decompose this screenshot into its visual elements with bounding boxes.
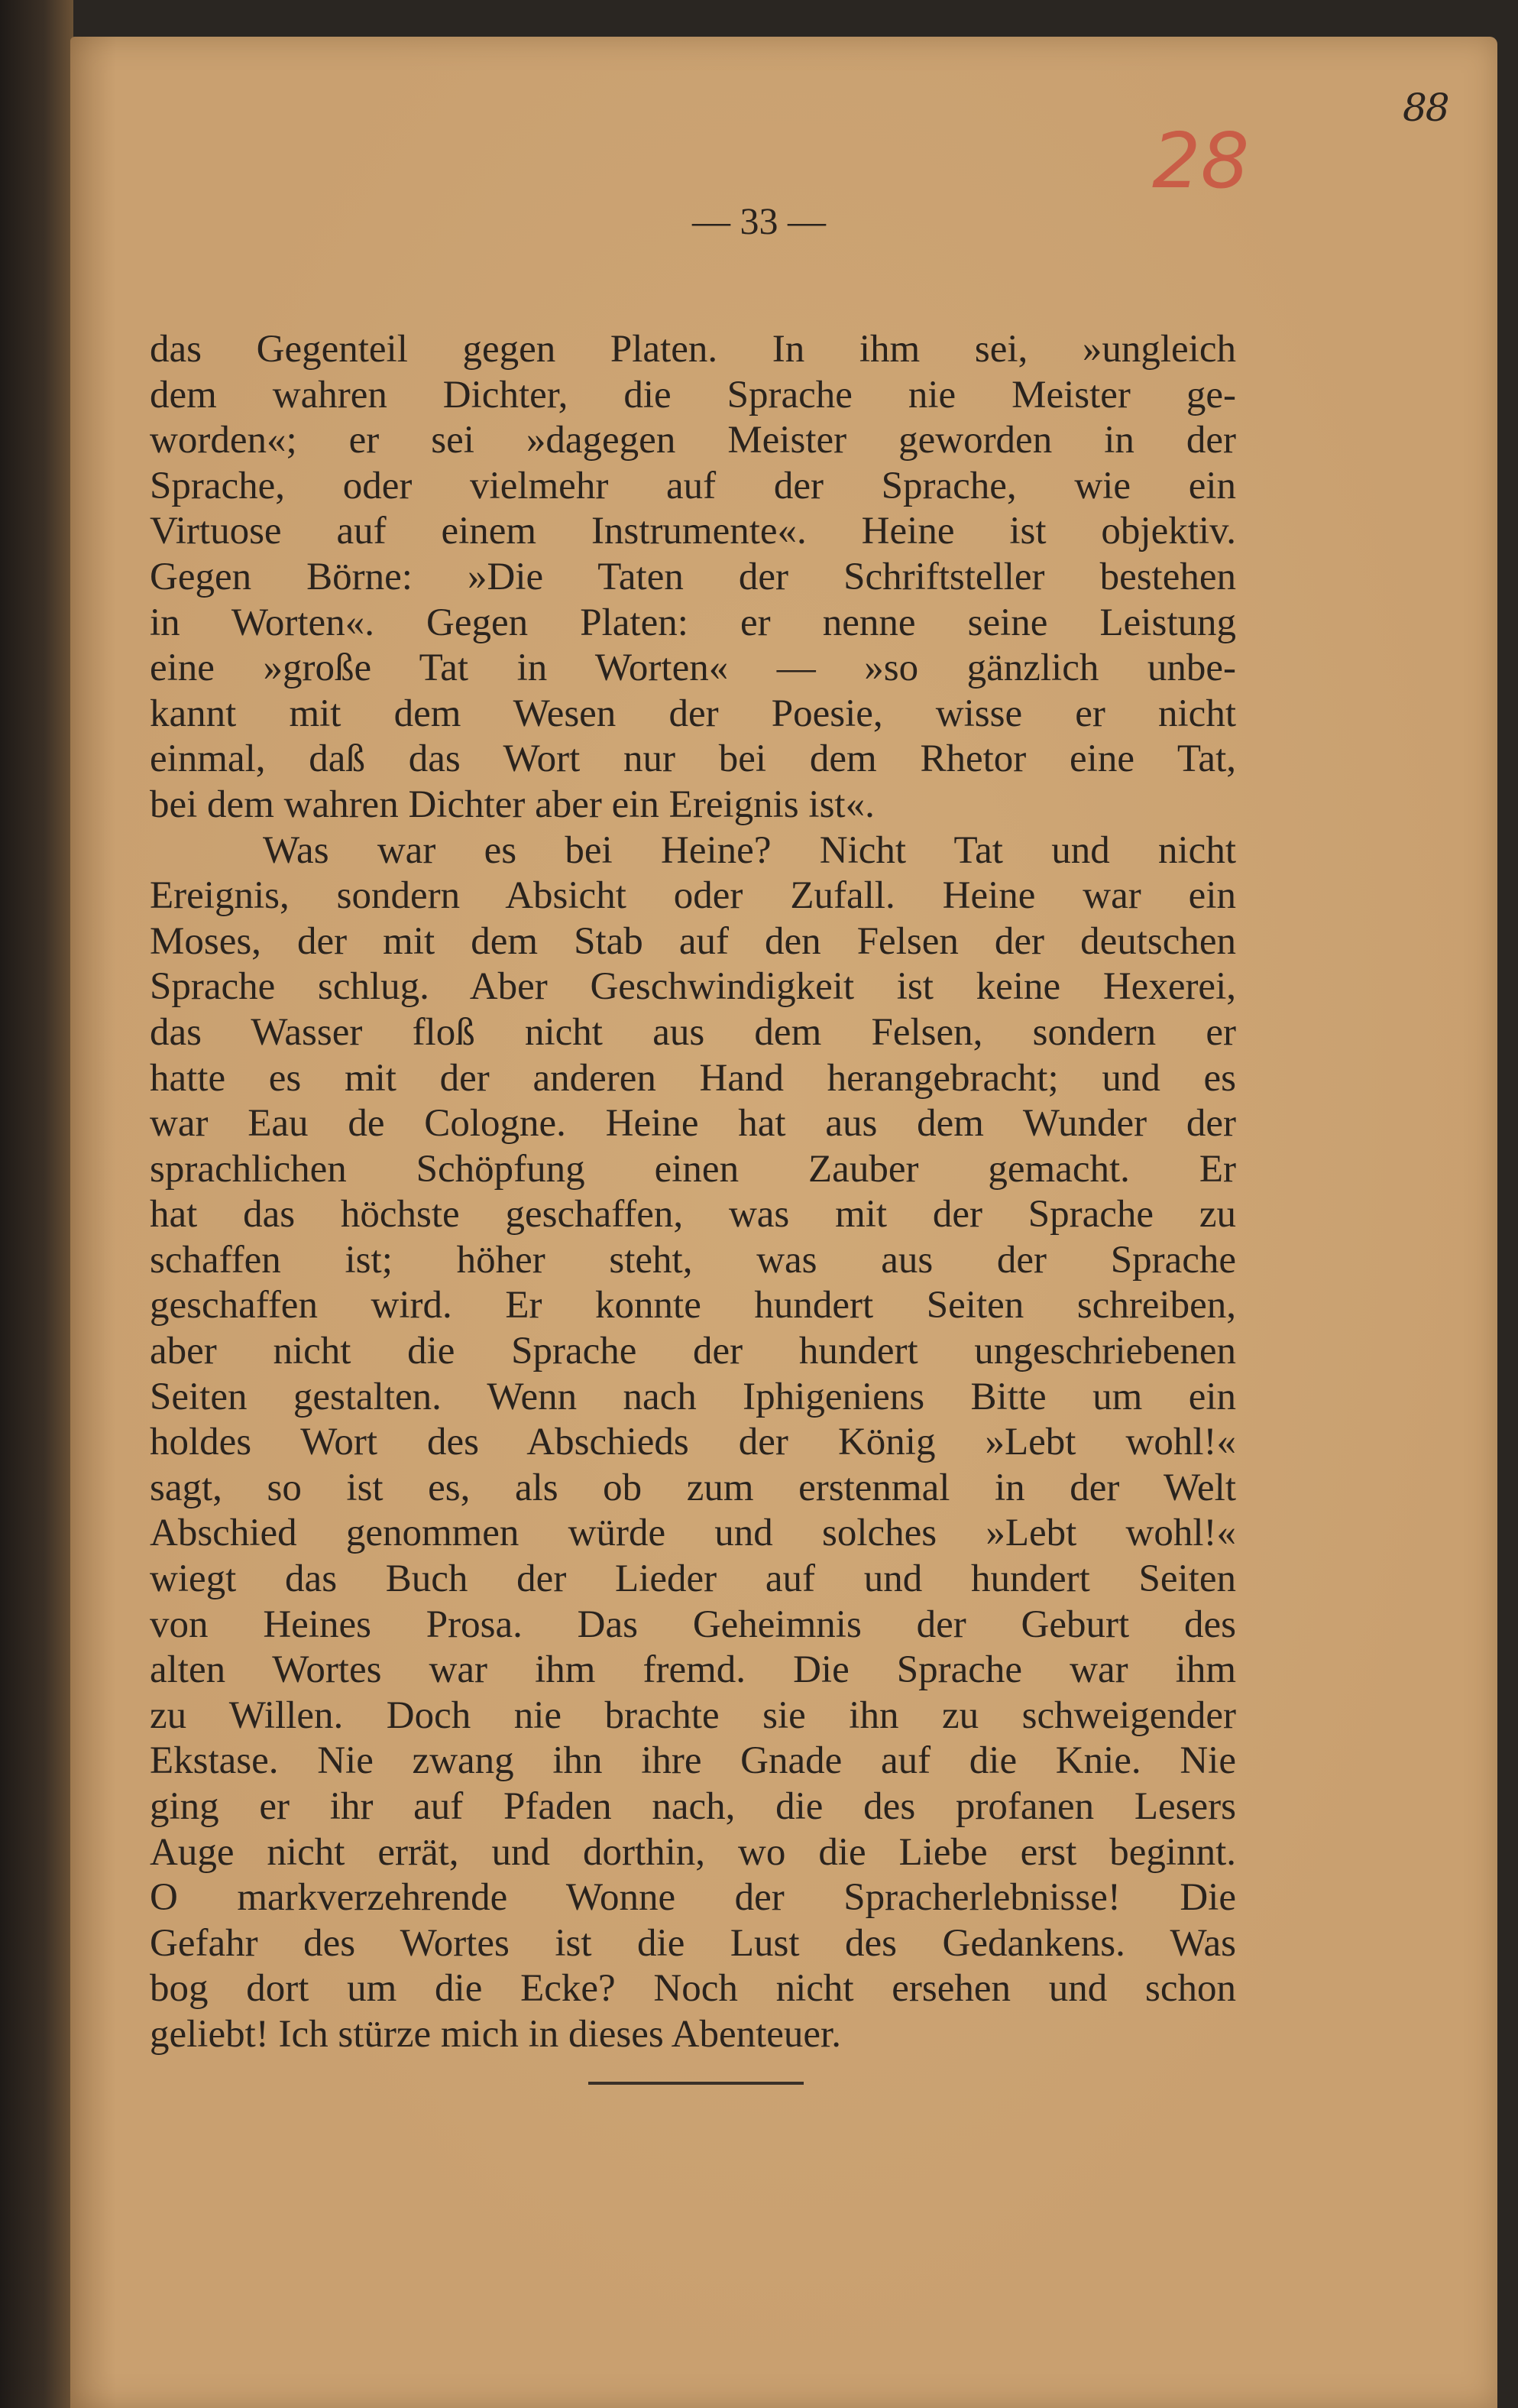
text-line: ging er ihr auf Pfaden nach, die des profanen Lesers [150, 1785, 1236, 1828]
text-line: hat das höchste geschaffen, was mit der Sprache zu [150, 1193, 1236, 1236]
text-line: hatte es mit der anderen Hand herangebracht; und es [150, 1056, 1236, 1100]
text-line: geschaffen wird. Er konnte hundert Seiten schreiben, [150, 1284, 1236, 1327]
text-line: von Heines Prosa. Das Geheimnis der Geburt des [150, 1603, 1236, 1646]
text-line: Gegen Börne: »Die Taten der Schriftsteller bestehen [150, 555, 1236, 598]
book-binding-edge [0, 0, 73, 2408]
text-line: dem wahren Dichter, die Sprache nie Meister ge- [150, 373, 1236, 416]
text-line: Seiten gestalten. Wenn nach Iphigeniens Bitte um ein [150, 1375, 1236, 1418]
body-text [150, 327, 1236, 2058]
text-line: alten Wortes war ihm fremd. Die Sprache war ihm [150, 1648, 1236, 1692]
text-line: Ekstase. Nie zwang ihn ihre Gnade auf die Knie. Nie [150, 1739, 1236, 1783]
end-rule-divider [588, 2082, 804, 2085]
text-line: eine »große Tat in Worten« — »so gänzlich unbe- [150, 647, 1236, 690]
text-line: aber nicht die Sprache der hundert ungeschriebenen [150, 1330, 1236, 1373]
text-line: schaffen ist; höher steht, was aus der Sprache [150, 1238, 1236, 1282]
text-line: holdes Wort des Abschieds der König »Lebt wohl!« [150, 1421, 1236, 1464]
text-line: Auge nicht errät, und dorthin, wo die Liebe erst beginnt. [150, 1830, 1236, 1874]
text-line: Sprache schlug. Aber Geschwindigkeit ist keine Hexerei, [150, 965, 1236, 1009]
text-line: bei dem wahren Dichter aber ein Ereignis ist«. [150, 783, 875, 826]
text-line: sagt, so ist es, als ob zum erstenmal in der Welt [150, 1466, 1236, 1509]
text-line: Gefahr des Wortes ist die Lust des Gedankens. Was [150, 1921, 1236, 1965]
red-pencil-mark: 28 [1152, 116, 1250, 206]
text-line: Abschied genommen würde und solches »Lebt wohl!« [150, 1512, 1236, 1555]
text-line: sprachlichen Schöpfung einen Zauber gemacht. Er [150, 1147, 1236, 1191]
text-line: wiegt das Buch der Lieder auf und hundert Seiten [150, 1557, 1236, 1601]
text-line: worden«; er sei »dagegen Meister geworden in der [150, 419, 1236, 462]
text-line: das Wasser floß nicht aus dem Felsen, sondern er [150, 1010, 1236, 1054]
text-line: Was war es bei Heine? Nicht Tat und nicht [263, 828, 1236, 872]
paragraph-1 [150, 327, 1236, 828]
paragraph-2 [150, 828, 1236, 2058]
text-line: Moses, der mit dem Stab auf den Felsen der deutschen [150, 919, 1236, 963]
text-line: Ereignis, sondern Absicht oder Zufall. Heine war ein [150, 874, 1236, 918]
text-line: kannt mit dem Wesen der Poesie, wisse er nicht [150, 692, 1236, 735]
text-line: Virtuose auf einem Instrumente«. Heine ist objektiv. [150, 510, 1236, 553]
text-line: in Worten«. Gegen Platen: er nenne seine Leistung [150, 601, 1236, 644]
page-number: — 33 — [692, 199, 826, 242]
text-line: das Gegenteil gegen Platen. In ihm sei, »ungleich [150, 328, 1236, 371]
text-line: bog dort um die Ecke? Noch nicht ersehen und schon [150, 1967, 1236, 2011]
text-line: O markverzehrende Wonne der Spracherlebnisse! Die [150, 1876, 1236, 1920]
text-line: war Eau de Cologne. Heine hat aus dem Wunder der [150, 1102, 1236, 1146]
text-line: zu Willen. Doch nie brachte sie ihn zu schweigender [150, 1693, 1236, 1737]
text-line: einmal, daß das Wort nur bei dem Rhetor eine Tat, [150, 737, 1236, 781]
text-line: Sprache, oder vielmehr auf der Sprache, wie ein [150, 464, 1236, 507]
text-line: geliebt! Ich stürze mich in dieses Abenteuer. [150, 2012, 841, 2056]
handwritten-folio-number: 88 [1403, 86, 1448, 130]
